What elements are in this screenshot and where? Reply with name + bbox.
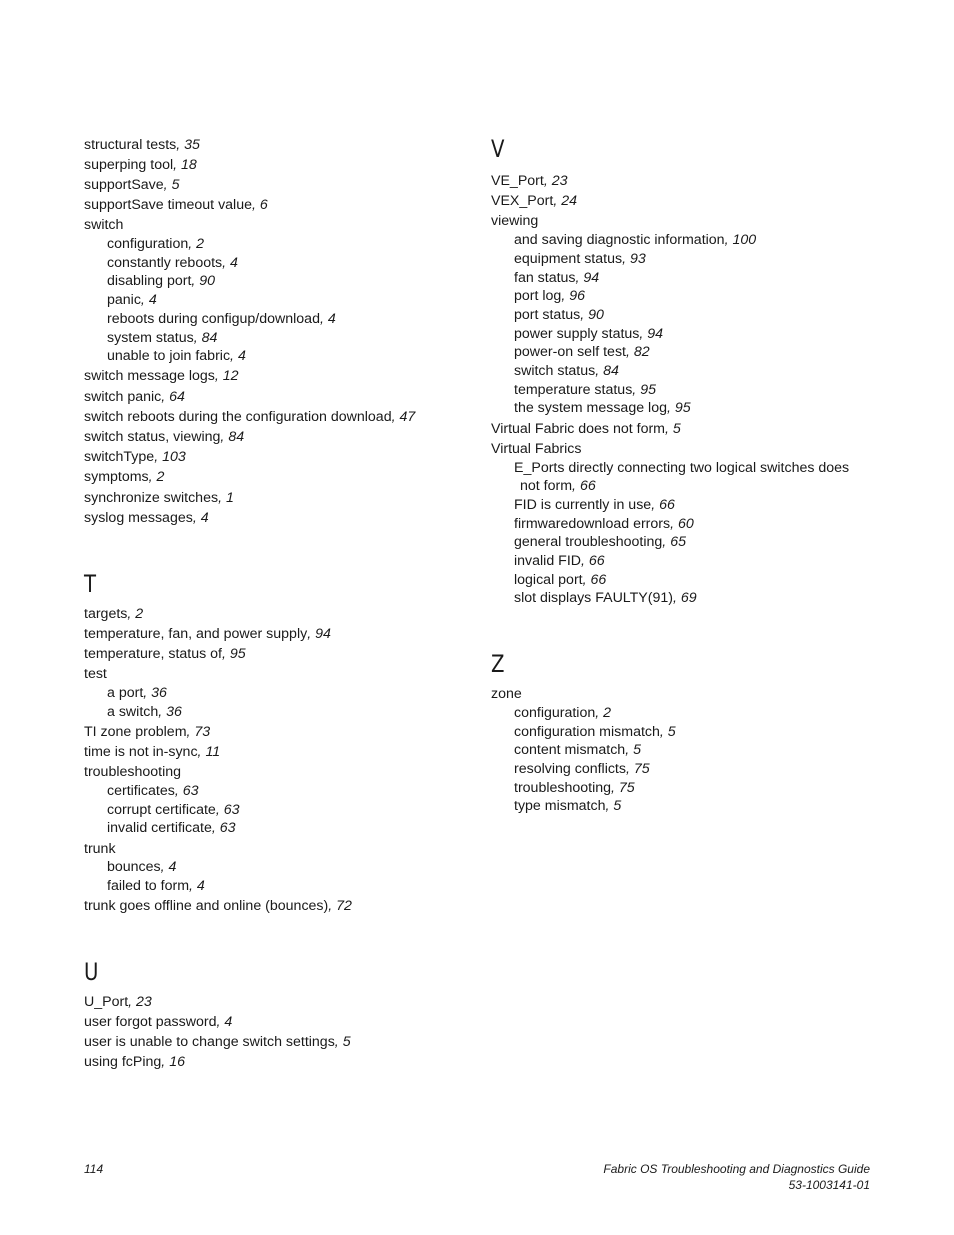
index-page-ref: 2 [156, 469, 165, 486]
index-page-ref: 36 [151, 684, 167, 701]
index-entry [84, 367, 464, 386]
index-subentry [491, 552, 891, 571]
index-page-ref: 5 [633, 742, 641, 759]
index-separator: , [625, 742, 634, 759]
index-subentry [491, 723, 891, 742]
index-subentry [491, 325, 891, 344]
index-term: bounces [107, 859, 161, 876]
index-page-ref: 16 [169, 1054, 185, 1071]
index-separator: , [193, 329, 202, 346]
index-subentry [491, 741, 891, 760]
index-term: VEX_Port [491, 193, 554, 210]
index-separator: , [724, 232, 733, 249]
index-entry [84, 196, 464, 215]
index-separator: , [605, 798, 614, 815]
index-page-ref: 2 [135, 605, 144, 622]
index-separator: , [230, 348, 238, 365]
index-page-ref: 2 [196, 236, 205, 253]
index-separator: , [189, 877, 197, 894]
index-term: equipment status [514, 250, 623, 267]
index-term: corrupt certificate [107, 801, 216, 818]
index-separator: , [659, 723, 668, 740]
index-entry [84, 509, 464, 528]
index-subentry [491, 704, 891, 723]
index-page-ref: 35 [184, 136, 200, 153]
index-term: reboots during configup/download [107, 310, 320, 327]
index-page-ref: 4 [196, 877, 205, 894]
index-term: and saving diagnostic information [514, 232, 725, 249]
index-separator: , [218, 489, 226, 506]
index-column-right [491, 134, 891, 816]
index-separator: , [154, 449, 163, 466]
index-separator: , [128, 993, 137, 1010]
index-separator: , [666, 400, 675, 417]
index-separator: , [543, 173, 552, 189]
index-page-ref: 94 [647, 325, 664, 342]
index-separator: , [595, 363, 604, 380]
index-entry [84, 763, 464, 782]
index-term: general troubleshooting [514, 534, 663, 551]
index-subentry [491, 533, 891, 552]
index-entry [84, 428, 464, 447]
index-subentry [491, 477, 891, 496]
index-page-ref: 69 [680, 590, 697, 607]
index-page-ref: 75 [633, 760, 650, 777]
index-separator: , [632, 381, 641, 398]
index-term: fan status [514, 269, 576, 286]
index-page-ref: 23 [136, 993, 152, 1010]
index-entry [84, 408, 464, 427]
index-separator: , [575, 269, 584, 286]
index-entry [84, 665, 464, 684]
index-term: trunk goes offline and online (bounces) [84, 898, 329, 915]
index-term: viewing [491, 213, 539, 230]
index-separator: , [148, 469, 157, 486]
index-page-ref: 100 [732, 232, 757, 249]
index-entry [84, 1013, 464, 1032]
index-term: a switch [107, 703, 159, 720]
index-term: certificates [107, 782, 175, 799]
index-term: switch [84, 217, 124, 234]
index-term: E_Ports directly connecting two logical switches does [514, 459, 850, 476]
index-page-ref: 6 [259, 197, 268, 214]
index-subentry [84, 877, 464, 896]
index-page-ref: 47 [399, 408, 416, 425]
index-subentry [491, 779, 891, 798]
index-separator: , [211, 820, 220, 837]
index-separator: , [215, 801, 224, 818]
index-subentry [84, 801, 464, 820]
index-subentry [84, 310, 464, 329]
index-term: troubleshooting [514, 779, 612, 796]
index-page-ref: 66 [590, 571, 607, 588]
index-entry [84, 723, 464, 742]
index-separator: , [673, 590, 681, 607]
index-separator: , [158, 703, 167, 720]
index-page-ref: 65 [670, 534, 686, 551]
index-subentry [491, 571, 891, 590]
index-subentry [491, 306, 891, 325]
index-subentry [491, 399, 891, 418]
index-separator: , [191, 273, 200, 290]
index-term: failed to form [107, 877, 190, 894]
index-separator: , [625, 344, 634, 361]
index-section-letter: V [491, 135, 505, 163]
index-page-ref: 66 [588, 553, 605, 570]
index-separator: , [160, 859, 169, 876]
index-term: TI zone problem [84, 723, 187, 740]
index-page-ref: 5 [667, 723, 676, 740]
index-subentry [491, 231, 891, 250]
index-separator: , [611, 779, 619, 796]
index-page-ref: 2 [603, 704, 612, 721]
index-page-ref: 12 [222, 368, 239, 385]
index-term: temperature, status of [84, 645, 223, 662]
index-separator: , [319, 310, 328, 327]
index-term: invalid FID [514, 553, 582, 570]
index-term: Virtual Fabrics [491, 440, 582, 457]
index-entry [84, 1033, 464, 1052]
index-term: superping tool [84, 156, 174, 173]
index-term: logical port [514, 571, 583, 588]
footer-page-number [84, 1161, 103, 1177]
index-page-ref: 95 [229, 645, 246, 662]
index-term: configuration [514, 704, 596, 721]
index-term: unable to join fabric [107, 348, 231, 365]
index-subentry [84, 329, 464, 348]
index-separator: , [625, 760, 634, 777]
index-page-ref: 82 [633, 344, 650, 361]
index-page-ref: 93 [629, 250, 646, 267]
index-entry [491, 192, 891, 211]
index-page-ref: 5 [613, 798, 622, 815]
index-page-ref: 94 [583, 269, 600, 286]
index-entry [84, 993, 464, 1012]
index-term: content mismatch [514, 742, 626, 759]
index-separator: , [662, 534, 671, 551]
index-page-ref: 72 [336, 898, 352, 915]
index-entry [84, 743, 464, 762]
index-page-ref: 5 [171, 176, 180, 193]
index-separator: , [174, 782, 183, 799]
index-separator: , [214, 368, 223, 385]
index-page-ref: 4 [230, 254, 238, 271]
index-term: Virtual Fabric does not form [491, 420, 666, 437]
index-page-ref: 90 [199, 273, 216, 290]
index-page-ref: 5 [342, 1034, 351, 1051]
index-page-ref: 84 [228, 429, 245, 446]
index-subentry [84, 703, 464, 722]
index-page-ref: 94 [315, 625, 331, 642]
index-page-ref: 18 [181, 156, 197, 173]
index-term: trunk [84, 840, 116, 857]
index-separator: , [665, 420, 673, 437]
index-separator: , [553, 193, 562, 210]
index-term: switch status [514, 363, 596, 380]
index-term: supportSave [84, 176, 164, 193]
index-entry [491, 420, 891, 439]
index-term: supportSave timeout value [84, 197, 252, 214]
index-term: test [84, 666, 107, 683]
index-term: type mismatch [514, 798, 606, 815]
index-subentry [84, 347, 464, 366]
index-entry [84, 489, 464, 508]
index-separator: , [161, 388, 170, 405]
index-term: invalid certificate [107, 820, 212, 837]
index-separator: , [222, 254, 231, 271]
index-term: FID is currently in use [514, 496, 652, 513]
index-term: symptoms [84, 469, 149, 486]
index-separator: , [622, 250, 630, 267]
index-term: the system message log [514, 400, 667, 417]
index-entry [84, 448, 464, 467]
index-page-ref: 4 [148, 292, 157, 309]
index-term: configuration [107, 236, 189, 253]
index-entry [491, 440, 891, 459]
index-term: targets [84, 605, 128, 622]
index-separator: , [561, 288, 570, 305]
index-separator: , [143, 684, 152, 701]
index-term: synchronize switches [84, 489, 219, 506]
index-page-ref: 24 [561, 193, 577, 210]
index-separator: , [140, 292, 149, 309]
index-separator: , [188, 236, 197, 253]
index-separator: , [220, 429, 229, 446]
index-page-ref: 84 [201, 329, 218, 346]
index-entry [84, 468, 464, 487]
index-entry [84, 388, 464, 407]
index-page-ref: 4 [237, 348, 246, 365]
index-term: user is unable to change switch settings [84, 1034, 335, 1051]
index-term: power-on self test [514, 344, 626, 361]
index-entry [84, 136, 464, 155]
index-entry [84, 156, 464, 175]
index-subentry [491, 459, 891, 478]
index-separator: , [572, 478, 580, 495]
index-separator: , [197, 743, 206, 760]
index-term: slot displays FAULTY(91) [514, 590, 674, 607]
index-entry [84, 840, 464, 859]
index-page-ref: 63 [219, 820, 236, 837]
index-term: VE_Port [491, 173, 544, 189]
index-term: troubleshooting [84, 764, 182, 781]
index-subentry [491, 343, 891, 362]
index-page-ref: 4 [200, 509, 209, 526]
index-subentry [491, 797, 891, 816]
index-page-ref: 4 [224, 1014, 233, 1031]
index-term: disabling port [107, 273, 192, 290]
index-term: switch reboots during the configuration download [84, 408, 392, 425]
index-term: time is not in-sync [84, 743, 198, 760]
index-page-ref: 4 [327, 310, 336, 327]
index-subentry [84, 254, 464, 273]
index-term: not form [520, 478, 573, 495]
index-subentry [491, 287, 891, 306]
index-page-ref: 66 [579, 478, 596, 495]
index-separator: , [582, 571, 591, 588]
page-number: 114 [84, 1162, 104, 1176]
index-entry [84, 605, 464, 624]
index-term: a port [107, 684, 144, 701]
book-title: Fabric OS Troubleshooting and Diagnostics Guide [603, 1162, 870, 1176]
index-page-ref: 11 [205, 743, 221, 760]
index-separator: , [334, 1034, 343, 1051]
index-subentry [84, 858, 464, 877]
index-term: temperature, fan, and power supply [84, 625, 308, 642]
index-subentry [84, 235, 464, 254]
index-page-ref: 73 [194, 723, 211, 740]
index-entry [84, 897, 464, 916]
index-term: zone [491, 686, 522, 703]
index-separator: , [173, 156, 182, 173]
index-separator: , [186, 723, 195, 740]
index-subentry [84, 272, 464, 291]
index-page-ref: 63 [182, 782, 199, 799]
index-term: port status [514, 306, 581, 323]
index-separator: , [163, 176, 172, 193]
index-subentry [491, 269, 891, 288]
index-subentry [491, 760, 891, 779]
index-page-ref: 4 [168, 859, 177, 876]
index-entry [84, 216, 464, 235]
index-separator: , [252, 197, 260, 214]
index-page-ref: 95 [674, 400, 691, 417]
index-separator: , [639, 325, 648, 342]
index-term: configuration mismatch [514, 723, 660, 740]
index-page-ref: 1 [225, 489, 234, 506]
index-entry [84, 625, 464, 644]
index-entry [84, 1053, 464, 1072]
index-term: switch panic [84, 388, 162, 405]
index-term: user forgot password [84, 1014, 217, 1031]
index-subentry [491, 496, 891, 515]
index-subentry [84, 819, 464, 838]
index-section-letter: T [84, 569, 97, 598]
document-number: 53-1003141-01 [788, 1178, 870, 1192]
index-separator: , [595, 704, 604, 721]
index-section-letter: Z [491, 650, 505, 679]
index-subentry [84, 782, 464, 801]
index-section-letter: U [84, 957, 99, 986]
index-separator: , [161, 1054, 170, 1071]
index-separator: , [670, 515, 679, 532]
index-term: switch message logs [84, 368, 215, 385]
index-term: syslog messages [84, 509, 193, 526]
index-subentry [491, 589, 891, 608]
index-page-ref: 5 [672, 420, 681, 437]
index-term: using fcPing [84, 1054, 162, 1071]
index-page-ref: 60 [678, 515, 694, 532]
index-subentry [491, 381, 891, 400]
index-page-ref: 36 [166, 703, 182, 720]
index-term: U_Port [84, 993, 129, 1010]
index-separator: , [391, 408, 400, 425]
index-page-ref: 75 [618, 779, 635, 796]
index-page-ref: 95 [640, 381, 656, 398]
index-page-ref: 23 [551, 173, 568, 189]
index-subentry [491, 515, 891, 534]
index-entry [84, 645, 464, 664]
index-subentry [84, 291, 464, 310]
index-page-ref: 96 [569, 288, 585, 305]
index-subentry [491, 362, 891, 381]
index-term: panic [107, 292, 141, 309]
index-separator: , [176, 136, 185, 153]
index-separator: , [328, 898, 337, 915]
index-subentry [491, 250, 891, 269]
index-term: power supply status [514, 325, 640, 342]
index-separator: , [580, 306, 589, 323]
index-page-ref: 64 [169, 388, 185, 405]
index-page-ref: 63 [223, 801, 240, 818]
index-separator: , [651, 496, 660, 513]
index-term: port log [514, 288, 562, 305]
index-term: switchType [84, 449, 155, 466]
index-entry [84, 176, 464, 195]
index-separator: , [127, 605, 136, 622]
footer-document-info [603, 1161, 870, 1193]
index-term: resolving conflicts [514, 760, 626, 777]
index-page-ref: 66 [659, 496, 675, 513]
index-term: system status [107, 329, 194, 346]
index-separator: , [192, 509, 201, 526]
index-subentry [84, 684, 464, 703]
index-entry [491, 685, 891, 704]
index-separator: , [216, 1014, 225, 1031]
index-term: switch status, viewing [84, 429, 221, 446]
index-term: temperature status [514, 381, 633, 398]
index-page-ref: 90 [588, 306, 604, 323]
index-term: constantly reboots [107, 254, 223, 271]
index-column-left [84, 134, 464, 1072]
index-page-ref: 103 [162, 449, 186, 466]
index-separator: , [222, 645, 230, 662]
index-term: firmwaredownload errors [514, 515, 671, 532]
index-term: structural tests [84, 136, 177, 153]
index-page-ref: 84 [603, 363, 619, 380]
index-separator: , [581, 553, 589, 570]
index-separator: , [307, 625, 316, 642]
index-entry [491, 212, 891, 231]
index-entry [491, 172, 891, 191]
